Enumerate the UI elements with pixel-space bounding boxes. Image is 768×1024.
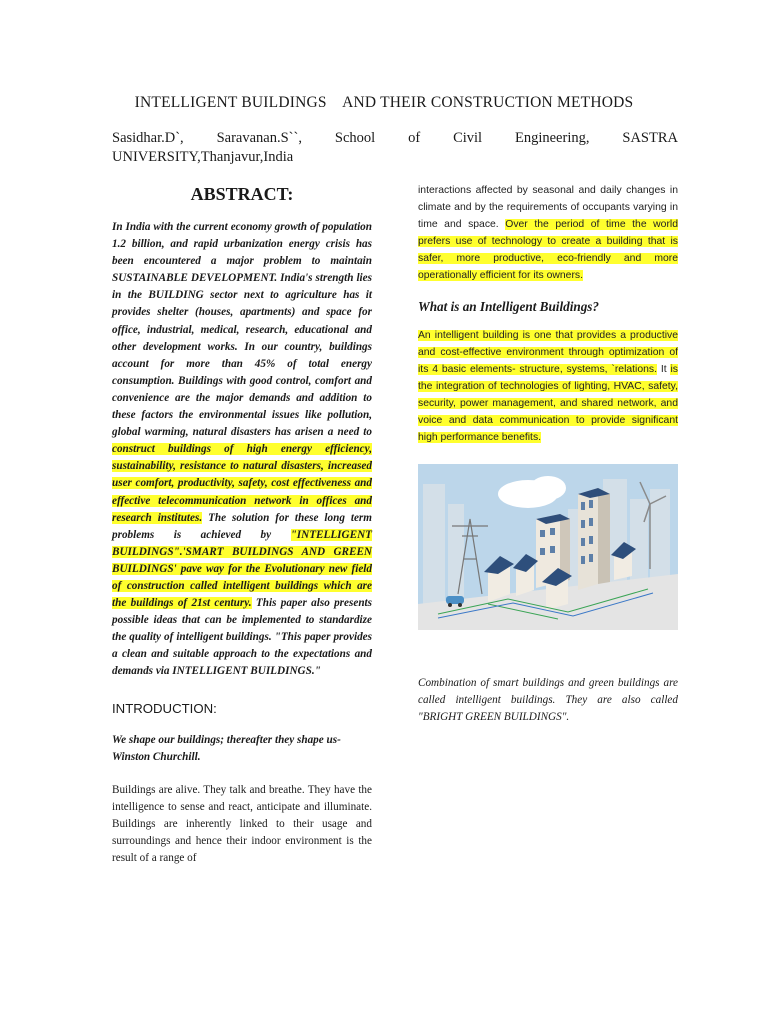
- authors-line: Sasidhar.D`, Saravanan.S``, School of Civil Engineering, SASTRA: [112, 130, 678, 146]
- affiliation-line: UNIVERSITY,Thanjavur,India: [112, 149, 294, 165]
- churchill-quote: We shape our buildings; thereafter they shape us- Winston Churchill.: [112, 733, 341, 763]
- right-paragraph-1: [418, 182, 678, 285]
- highlighted-segment: Over the period of time the world prefers use of technology to create a building that is safer, more productive, eco-friendly and more operationally efficient for its owners.: [418, 219, 678, 282]
- text-segment: It: [657, 363, 671, 375]
- abstract-heading: ABSTRACT:: [190, 184, 294, 204]
- abstract-highlight: construct buildings of high energy efficiency, sustainability, resistance to natural disasters, increased user comfort, productivity, safety, cost effectiveness and effective telecommunication network in offices and research institutes.: [112, 443, 372, 524]
- tall-building: [578, 488, 610, 590]
- highlighted-segment: is the integration of technologies of lighting, HVAC, safety, security, power management, and shared network, and voice and data communication to provide significant high performance benefits.: [418, 363, 678, 444]
- introduction-heading: INTRODUCTION:: [112, 700, 217, 716]
- abstract-segment: In India with the current economy growth of population 1.2 billion, and rapid urbanization energy crisis has been encountered a major problem to maintain SUSTAINABLE DEVELOPMENT. India's strength lies in the BUILDING sector next to agriculture has it provides shelter (houses, apartments) and space for office, industrial, medical, research, educational and other development works. In our country, buildings account for more than 45% of total energy consumption. Buildings with good control, comfort and convenience are the major demands and addition to these factors the environmental issues like pollution, global warming, natural disasters has arisen a need to: [112, 221, 372, 439]
- left-column: [112, 184, 372, 867]
- figure-caption: Combination of smart buildings and green buildings are called intelligent buildings. They are also called "BRIGHT GREEN BUILDINGS".: [418, 677, 678, 724]
- intelligent-buildings-illustration: [418, 464, 678, 630]
- highlighted-segment: An intelligent building is one that provides a productive and cost-effective environment through optimization of its 4 basic elements- structure, systems, `relations.: [418, 329, 678, 375]
- abstract-segment: This paper also presents possible ideas that can be implemented to standardize the quality of intelligent buildings. "This paper provides a clean and suitable approach to the expectations and demands via INTELLIGENT BUILDINGS.": [112, 597, 373, 678]
- introduction-body: Buildings are alive. They talk and breathe. They have the intelligence to sense and react, anticipate and illuminate. Buildings are inherently linked to their usage and surroundings and hence their indoor environment is the result of a range of: [112, 783, 372, 864]
- paper-title: INTELLIGENT BUILDINGS AND THEIR CONSTRUCTION METHODS: [134, 94, 634, 111]
- right-column: [418, 182, 678, 726]
- text-segment: interactions affected by seasonal and daily changes in climate and by the requirements of occupants varying in time and space.: [418, 185, 678, 231]
- abstract-body: [112, 219, 372, 681]
- abstract-segment: The solution for these long term problems is achieved by: [112, 511, 372, 541]
- abstract-highlight: "INTELLIGENT BUILDINGS".'SMART BUILDINGS AND GREEN BUILDINGS' pave way for the Evolutionary new field of construction called intelligent buildings which are the buildings of 21st century.: [112, 528, 372, 610]
- section-heading: What is an Intelligent Buildings?: [418, 298, 600, 314]
- right-paragraph-2: [418, 327, 678, 447]
